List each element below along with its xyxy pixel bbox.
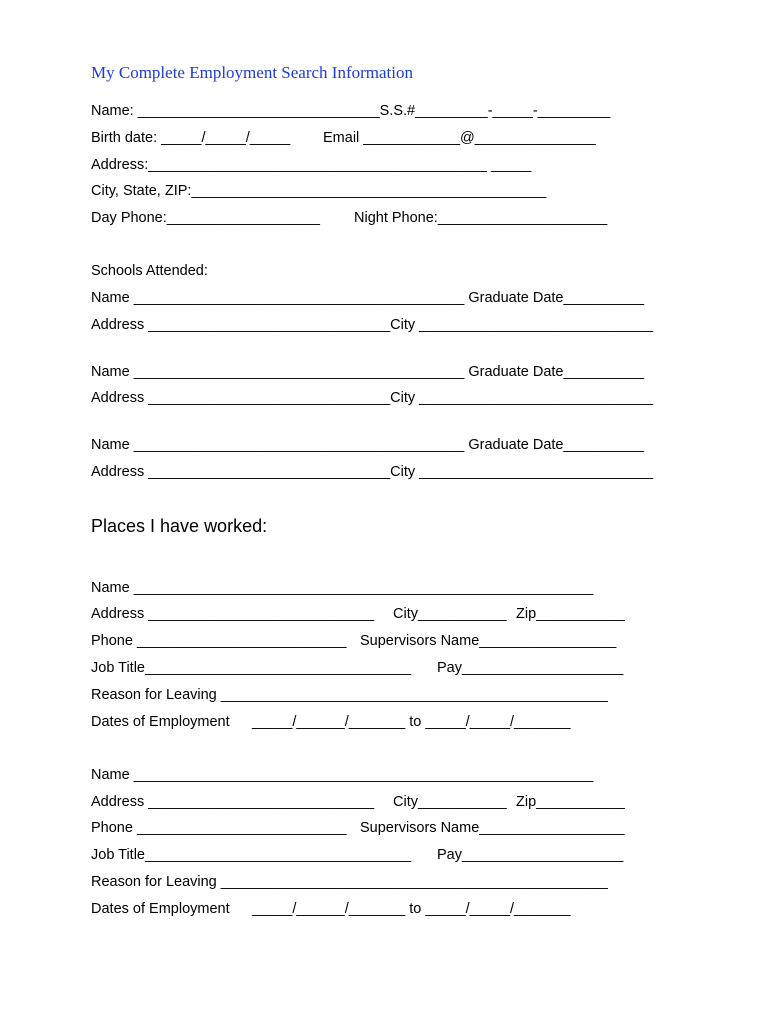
job-2-title-field[interactable]: Job Title_________________________________ xyxy=(91,847,412,863)
birth-date-field[interactable]: Birth date: _____/_____/_____ xyxy=(91,130,291,146)
job-2-phone-field[interactable]: Phone __________________________ xyxy=(91,820,347,836)
school-2-address-field[interactable]: Address ______________________________City _____________________________ xyxy=(91,390,654,406)
school-1-address-field[interactable]: Address ______________________________City _____________________________ xyxy=(91,317,654,333)
school-2-name-field[interactable]: Name _________________________________________ Graduate Date__________ xyxy=(91,364,645,380)
school-3-address-field[interactable]: Address ______________________________City _____________________________ xyxy=(91,464,654,480)
job-1-title-field[interactable]: Job Title_________________________________ xyxy=(91,660,412,676)
job-2-zip-field[interactable]: Zip___________ xyxy=(516,794,625,810)
job-2-supervisor-field[interactable]: Supervisors Name__________________ xyxy=(360,820,625,836)
email-field[interactable]: Email ____________@_______________ xyxy=(323,130,596,146)
job-2-city-field[interactable]: City___________ xyxy=(393,794,507,810)
job-2-address-field[interactable]: Address ____________________________ xyxy=(91,794,375,810)
night-phone-field[interactable]: Night Phone:_____________________ xyxy=(354,210,608,226)
job-2-pay-field[interactable]: Pay____________________ xyxy=(437,847,624,863)
day-phone-field[interactable]: Day Phone:___________________ xyxy=(91,210,320,226)
job-1-dates-field[interactable]: _____/______/_______ to _____/_____/_______ xyxy=(252,714,571,730)
address-field[interactable]: Address:__________________________________________ _____ xyxy=(91,157,532,173)
job-1-pay-field[interactable]: Pay____________________ xyxy=(437,660,624,676)
job-2-name-field[interactable]: Name _________________________________________________________ xyxy=(91,767,594,783)
job-1-name-field[interactable]: Name _________________________________________________________ xyxy=(91,580,594,596)
job-1-dates-label: Dates of Employment xyxy=(91,714,230,730)
page-title: My Complete Employment Search Information xyxy=(91,63,413,82)
city-state-zip-field[interactable]: City, State, ZIP:____________________________________________ xyxy=(91,183,547,199)
schools-heading: Schools Attended: xyxy=(91,263,208,279)
job-1-zip-field[interactable]: Zip___________ xyxy=(516,606,625,622)
job-1-phone-field[interactable]: Phone __________________________ xyxy=(91,633,347,649)
job-1-city-field[interactable]: City___________ xyxy=(393,606,507,622)
job-1-reason-field[interactable]: Reason for Leaving ________________________________________________ xyxy=(91,687,608,703)
job-2-dates-field[interactable]: _____/______/_______ to _____/_____/_______ xyxy=(252,901,571,917)
school-3-name-field[interactable]: Name _________________________________________ Graduate Date__________ xyxy=(91,437,645,453)
school-1-name-field[interactable]: Name _________________________________________ Graduate Date__________ xyxy=(91,290,645,306)
work-heading: Places I have worked: xyxy=(91,516,268,536)
job-2-reason-field[interactable]: Reason for Leaving ________________________________________________ xyxy=(91,874,608,890)
job-1-supervisor-field[interactable]: Supervisors Name_________________ xyxy=(360,633,617,649)
job-2-dates-label: Dates of Employment xyxy=(91,901,230,917)
job-1-address-field[interactable]: Address ____________________________ xyxy=(91,606,375,622)
name-ssn-field[interactable]: Name: ______________________________S.S.#_________-_____-_________ xyxy=(91,103,611,119)
